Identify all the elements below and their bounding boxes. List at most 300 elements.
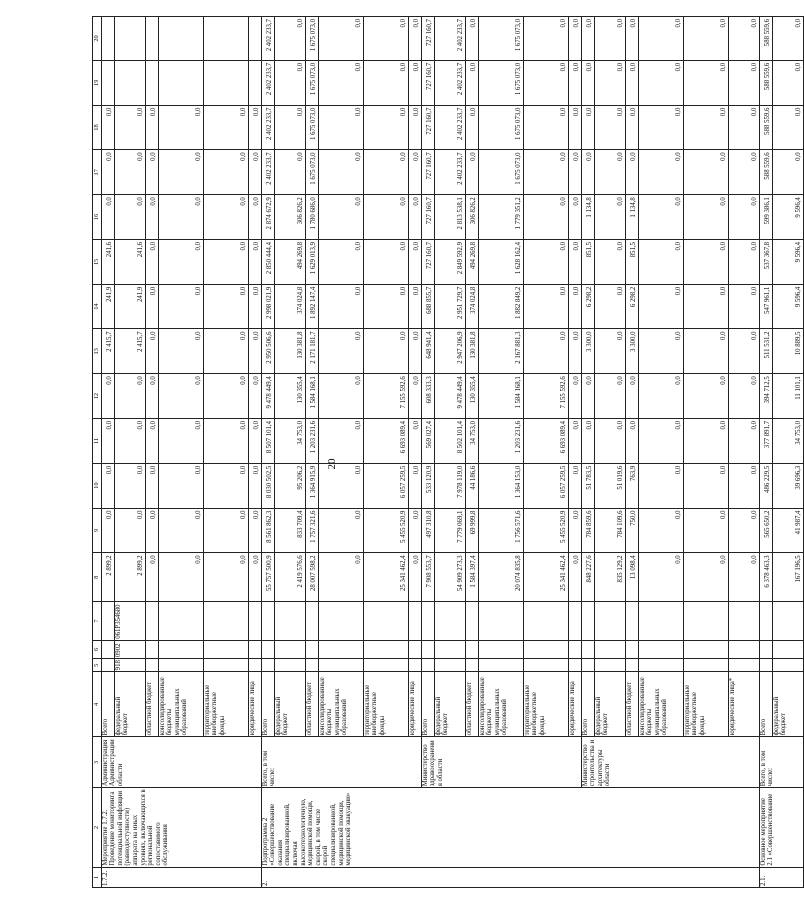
code-section	[318, 640, 363, 658]
value-cell: 0,0	[772, 105, 803, 150]
value-cell: 0,0	[523, 239, 568, 284]
value-cell: 0,0	[581, 60, 594, 105]
value-cell: 0,0	[101, 374, 114, 419]
value-cell: 1 882 849,2	[478, 284, 523, 329]
value-cell: 2 850 444,4	[261, 239, 274, 284]
value-cell: 0,0	[728, 553, 759, 602]
column-number-9: 9	[93, 508, 102, 553]
value-cell: 0,0	[594, 150, 625, 195]
value-cell: 0,0	[408, 195, 421, 240]
value-cell: 0,0	[408, 105, 421, 150]
value-cell: 0,0	[625, 105, 638, 150]
value-cell: 5 455 520,9	[363, 508, 408, 553]
value-cell: 0,0	[158, 553, 203, 602]
code-grbs	[625, 659, 638, 672]
code-target	[594, 602, 625, 641]
value-cell: 0,0	[568, 419, 581, 464]
table-row	[581, 17, 594, 888]
funding-source: юридические лица	[408, 672, 421, 737]
value-cell: 763,9	[625, 463, 638, 508]
value-cell: 0,0	[248, 553, 261, 602]
value-cell: 0,0	[465, 150, 478, 195]
value-cell: 727 160,7	[421, 105, 434, 150]
funding-source: юридические лица	[248, 672, 261, 737]
value-cell: 0,0	[728, 329, 759, 374]
code-section	[728, 640, 759, 658]
column-number-19: 19	[93, 60, 102, 105]
value-cell: 0,0	[683, 419, 728, 464]
value-cell: 1 779 351,2	[478, 195, 523, 240]
value-cell: 0,0	[568, 150, 581, 195]
funding-source: консолидированные бюджеты муниципальных образований	[478, 672, 523, 737]
value-cell: 0,0	[683, 329, 728, 374]
value-cell: 784 859,6	[581, 508, 594, 553]
value-cell: 0,0	[594, 419, 625, 464]
page-number-text: 20	[326, 458, 338, 470]
value-cell: 306 826,2	[465, 195, 478, 240]
code-target	[203, 602, 248, 641]
value-cell: 0,0	[248, 419, 261, 464]
value-cell: 511 531,2	[759, 329, 772, 374]
value-cell: 5 455 520,9	[523, 508, 568, 553]
code-section	[594, 640, 625, 658]
value-cell: 0,0	[145, 105, 158, 150]
value-cell: 2 402 233,7	[434, 105, 465, 150]
value-cell: 0,0	[158, 195, 203, 240]
value-cell: 547 961,1	[759, 284, 772, 329]
value-cell: 0,0	[408, 553, 421, 602]
code-target	[408, 602, 421, 641]
value-cell: 0,0	[145, 239, 158, 284]
code-target	[683, 602, 728, 641]
value-cell: 0,0	[683, 508, 728, 553]
value-cell: 588 559,6	[759, 60, 772, 105]
value-cell: 2 951 729,7	[434, 284, 465, 329]
value-cell: 25 341 462,4	[523, 553, 568, 602]
responsible-executor: Министерство строительства и архитектуры области	[581, 737, 759, 788]
value-cell: 0,0	[114, 508, 145, 553]
value-cell: 0,0	[158, 419, 203, 464]
value-cell: 0,0	[203, 105, 248, 150]
value-cell: 0,0	[728, 284, 759, 329]
value-cell: 0,0	[318, 284, 363, 329]
code-section	[274, 640, 305, 658]
value-cell: 2 874 672,9	[261, 195, 274, 240]
value-cell: 1 675 073,0	[478, 17, 523, 61]
code-target	[261, 602, 274, 641]
value-cell: 241,6	[101, 239, 114, 284]
code-target	[363, 602, 408, 641]
value-cell: 0,0	[683, 105, 728, 150]
funding-source: Всего	[421, 672, 434, 737]
value-cell: 0,0	[568, 553, 581, 602]
value-cell: 9 596,4	[772, 239, 803, 284]
code-target	[101, 602, 114, 641]
code-section	[465, 640, 478, 658]
value-cell: 0,0	[523, 329, 568, 374]
value-cell: 51 783,5	[581, 463, 594, 508]
value-cell: 0,0	[203, 150, 248, 195]
value-cell: 848 227,6	[581, 553, 594, 602]
value-cell: 750,0	[625, 508, 638, 553]
value-cell: 2 171 181,7	[305, 329, 318, 374]
funding-source: Всего	[759, 672, 772, 737]
value-cell: 8 502 101,4	[434, 419, 465, 464]
code-grbs	[203, 659, 248, 672]
value-cell: 69 999,8	[465, 508, 478, 553]
column-number-11: 11	[93, 419, 102, 464]
value-cell: 0,0	[158, 329, 203, 374]
code-grbs	[248, 659, 261, 672]
funding-source: консолидированные бюджеты муниципальных образований	[638, 672, 683, 737]
value-cell: 7 779 069,1	[434, 508, 465, 553]
value-cell: 0,0	[568, 508, 581, 553]
column-number-18: 18	[93, 105, 102, 150]
value-cell: 0,0	[568, 329, 581, 374]
value-cell: 0,0	[318, 374, 363, 419]
value-cell: 486 229,5	[759, 463, 772, 508]
funding-source: федеральный бюджет	[114, 672, 145, 737]
column-number-row	[93, 17, 102, 888]
value-cell: 8 507 101,4	[261, 419, 274, 464]
code-section: 0902	[114, 640, 145, 658]
value-cell: 0,0	[158, 463, 203, 508]
value-cell: 1 629 013,9	[305, 239, 318, 284]
value-cell: 130 355,4	[274, 374, 305, 419]
value-cell: 0,0	[145, 284, 158, 329]
value-cell: 0,0	[465, 17, 478, 61]
value-cell: 1 675 073,0	[305, 60, 318, 105]
value-cell: 0,0	[638, 374, 683, 419]
column-number-17: 17	[93, 150, 102, 195]
value-cell: 1 203 231,6	[478, 419, 523, 464]
value-cell: 0,0	[594, 374, 625, 419]
code-section	[408, 640, 421, 658]
value-cell: 727 160,7	[421, 195, 434, 240]
value-cell: 0,0	[581, 374, 594, 419]
value-cell: 0,0	[203, 329, 248, 374]
value-cell: 0,0	[101, 150, 114, 195]
column-number-3: 3	[93, 737, 102, 788]
value-cell: 497 310,8	[421, 508, 434, 553]
row-number: 1.7.2.	[101, 867, 261, 887]
value-cell: 2 402 233,7	[261, 17, 274, 61]
value-cell: 55 757 500,9	[261, 553, 274, 602]
value-cell: 0,0	[625, 60, 638, 105]
budget-table	[92, 16, 804, 888]
value-cell: 0,0	[318, 553, 363, 602]
funding-source: консолидированные бюджеты муниципальных образований	[318, 672, 363, 737]
value-cell: 0,0	[408, 463, 421, 508]
value-cell: 0,0	[363, 239, 408, 284]
value-cell: 0,0	[203, 419, 248, 464]
value-cell: 7 155 592,6	[523, 374, 568, 419]
value-cell: 2 947 206,9	[434, 329, 465, 374]
value-cell	[114, 60, 145, 105]
value-cell: 0,0	[568, 463, 581, 508]
value-cell: 2 950 506,6	[261, 329, 274, 374]
column-number-15: 15	[93, 239, 102, 284]
value-cell: 0,0	[363, 105, 408, 150]
value-cell: 0,0	[638, 284, 683, 329]
code-grbs	[638, 659, 683, 672]
code-grbs	[101, 659, 114, 672]
value-cell: 0,0	[638, 508, 683, 553]
value-cell: 0,0	[568, 284, 581, 329]
value-cell: 599 386,1	[759, 195, 772, 240]
table-row	[421, 17, 434, 888]
code-grbs	[568, 659, 581, 672]
column-number-5: 5	[93, 659, 102, 672]
code-target	[759, 602, 772, 641]
value-cell: 0,0	[101, 419, 114, 464]
value-cell: 130 381,8	[465, 329, 478, 374]
value-cell: 0,0	[625, 150, 638, 195]
value-cell: 0,0	[568, 60, 581, 105]
funding-source: областной бюджет	[145, 672, 158, 737]
value-cell: 0,0	[465, 60, 478, 105]
code-grbs	[261, 659, 274, 672]
value-cell: 2 167 881,3	[478, 329, 523, 374]
value-cell: 1 584 168,1	[305, 374, 318, 419]
code-target	[421, 602, 434, 641]
value-cell: 6 693 089,4	[363, 419, 408, 464]
value-cell: 0,0	[248, 284, 261, 329]
code-section	[248, 640, 261, 658]
code-grbs	[465, 659, 478, 672]
value-cell: 851,5	[581, 239, 594, 284]
value-cell: 0,0	[638, 17, 683, 61]
value-cell: 0,0	[581, 17, 594, 61]
code-target: 061Р354680	[114, 602, 145, 641]
value-cell: 0,0	[363, 329, 408, 374]
value-cell: 1 756 571,6	[478, 508, 523, 553]
rotated-page	[92, 16, 802, 888]
funding-source: областной бюджет	[465, 672, 478, 737]
value-cell: 394 712,5	[759, 374, 772, 419]
code-target	[248, 602, 261, 641]
value-cell: 6 693 089,4	[523, 419, 568, 464]
value-cell: 2 899,2	[101, 553, 114, 602]
column-number-1: 1	[93, 867, 102, 887]
funding-source: областной бюджет	[625, 672, 638, 737]
value-cell: 727 160,7	[421, 17, 434, 61]
value-cell: 833 709,4	[274, 508, 305, 553]
value-cell: 39 696,3	[772, 463, 803, 508]
value-cell: 0,0	[594, 17, 625, 61]
table-row	[101, 17, 114, 888]
value-cell: 1 675 073,0	[478, 60, 523, 105]
value-cell: 0,0	[145, 374, 158, 419]
value-cell: 1 675 073,0	[305, 150, 318, 195]
value-cell: 0,0	[594, 60, 625, 105]
value-cell: 2 415,7	[101, 329, 114, 374]
value-cell: 588 559,6	[759, 105, 772, 150]
code-grbs	[421, 659, 434, 672]
funding-source: территориальные внебюджетные фонды	[523, 672, 568, 737]
value-cell: 0,0	[594, 239, 625, 284]
value-cell: 0,0	[728, 150, 759, 195]
code-grbs	[434, 659, 465, 672]
value-cell: 0,0	[145, 329, 158, 374]
value-cell: 130 355,4	[465, 374, 478, 419]
value-cell: 0,0	[101, 463, 114, 508]
value-cell: 0,0	[248, 463, 261, 508]
value-cell: 1 134,8	[625, 195, 638, 240]
row-number: 2.1.	[759, 867, 803, 887]
value-cell: 0,0	[363, 284, 408, 329]
value-cell: 0,0	[318, 508, 363, 553]
value-cell: 1 675 073,0	[305, 105, 318, 150]
value-cell: 0,0	[638, 150, 683, 195]
value-cell: 0,0	[114, 374, 145, 419]
value-cell: 0,0	[523, 17, 568, 61]
funding-source: федеральный бюджет	[594, 672, 625, 737]
value-cell: 0,0	[683, 553, 728, 602]
value-cell: 2 899,2	[114, 553, 145, 602]
value-cell: 20 074 835,8	[478, 553, 523, 602]
value-cell: 0,0	[145, 508, 158, 553]
value-cell: 2 415,7	[114, 329, 145, 374]
column-number-16: 16	[93, 195, 102, 240]
code-grbs	[728, 659, 759, 672]
value-cell	[145, 60, 158, 105]
value-cell: 0,0	[318, 463, 363, 508]
value-cell: 11 101,1	[772, 374, 803, 419]
value-cell: 0,0	[318, 419, 363, 464]
value-cell: 0,0	[581, 419, 594, 464]
value-cell	[114, 17, 145, 61]
value-cell: 6 378 463,3	[759, 553, 772, 602]
value-cell: 0,0	[203, 463, 248, 508]
value-cell: 95 206,2	[274, 463, 305, 508]
value-cell: 7 978 119,0	[434, 463, 465, 508]
value-cell: 0,0	[728, 195, 759, 240]
value-cell: 0,0	[274, 17, 305, 61]
column-number-4: 4	[93, 672, 102, 737]
code-grbs	[772, 659, 803, 672]
value-cell: 0,0	[523, 60, 568, 105]
value-cell: 167 196,5	[772, 553, 803, 602]
value-cell: 0,0	[158, 150, 203, 195]
value-cell: 6 298,2	[625, 284, 638, 329]
value-cell: 0,0	[203, 508, 248, 553]
funding-source: федеральный бюджет	[274, 672, 305, 737]
value-cell: 0,0	[523, 150, 568, 195]
code-section	[759, 640, 772, 658]
value-cell: 0,0	[594, 195, 625, 240]
value-cell: 0,0	[581, 150, 594, 195]
value-cell: 241,9	[101, 284, 114, 329]
value-cell: 0,0	[158, 374, 203, 419]
code-section	[683, 640, 728, 658]
value-cell: 0,0	[683, 17, 728, 61]
value-cell: 0,0	[114, 150, 145, 195]
value-cell: 7 908 553,7	[421, 553, 434, 602]
code-grbs	[318, 659, 363, 672]
value-cell: 0,0	[203, 239, 248, 284]
code-target	[305, 602, 318, 641]
value-cell	[158, 60, 203, 105]
code-target	[523, 602, 568, 641]
code-grbs	[274, 659, 305, 672]
value-cell: 0,0	[638, 239, 683, 284]
value-cell: 0,0	[248, 329, 261, 374]
value-cell: 0,0	[408, 17, 421, 61]
code-target	[145, 602, 158, 641]
code-target	[274, 602, 305, 641]
value-cell: 1 675 073,0	[478, 150, 523, 195]
value-cell: 2 849 592,9	[434, 239, 465, 284]
responsible-executor: Всего, в том числе:	[261, 737, 421, 788]
value-cell: 374 024,8	[274, 284, 305, 329]
value-cell: 0,0	[408, 329, 421, 374]
value-cell: 0,0	[145, 553, 158, 602]
value-cell: 0,0	[274, 60, 305, 105]
value-cell: 0,0	[638, 419, 683, 464]
funding-source: Всего	[101, 672, 114, 737]
code-section	[568, 640, 581, 658]
value-cell: 851,5	[625, 239, 638, 284]
value-cell: 6 057 259,5	[363, 463, 408, 508]
value-cell: 494 269,8	[274, 239, 305, 284]
value-cell: 2 402 233,7	[434, 17, 465, 61]
value-cell: 1 134,8	[581, 195, 594, 240]
code-target	[581, 602, 594, 641]
code-section	[421, 640, 434, 658]
value-cell: 3 300,0	[625, 329, 638, 374]
code-grbs	[408, 659, 421, 672]
funding-source: федеральный бюджет	[434, 672, 465, 737]
column-number-12: 12	[93, 374, 102, 419]
value-cell: 0,0	[568, 239, 581, 284]
code-section	[581, 640, 594, 658]
value-cell: 0,0	[728, 463, 759, 508]
value-cell: 0,0	[772, 60, 803, 105]
value-cell: 0,0	[728, 239, 759, 284]
value-cell: 2 402 233,7	[434, 60, 465, 105]
code-grbs	[158, 659, 203, 672]
value-cell: 0,0	[203, 284, 248, 329]
value-cell: 0,0	[625, 374, 638, 419]
value-cell: 8 030 502,5	[261, 463, 274, 508]
code-target	[478, 602, 523, 641]
column-number-7: 7	[93, 602, 102, 641]
value-cell: 0,0	[101, 508, 114, 553]
value-cell: 688 855,7	[421, 284, 434, 329]
value-cell: 0,0	[408, 508, 421, 553]
value-cell: 727 160,7	[421, 150, 434, 195]
value-cell: 0,0	[363, 195, 408, 240]
funding-source: Всего	[261, 672, 274, 737]
value-cell: 0,0	[408, 239, 421, 284]
value-cell: 0,0	[594, 105, 625, 150]
column-number-10: 10	[93, 463, 102, 508]
value-cell: 0,0	[114, 463, 145, 508]
value-cell: 41 987,4	[772, 508, 803, 553]
value-cell: 0,0	[318, 60, 363, 105]
funding-source: областной бюджет	[305, 672, 318, 737]
code-section	[638, 640, 683, 658]
value-cell: 0,0	[248, 374, 261, 419]
value-cell: 51 019,6	[594, 463, 625, 508]
value-cell: 0,0	[318, 17, 363, 61]
column-number-13: 13	[93, 329, 102, 374]
code-section	[261, 640, 274, 658]
value-cell: 0,0	[203, 374, 248, 419]
value-cell: 2 402 233,7	[434, 150, 465, 195]
value-cell: 0,0	[683, 195, 728, 240]
